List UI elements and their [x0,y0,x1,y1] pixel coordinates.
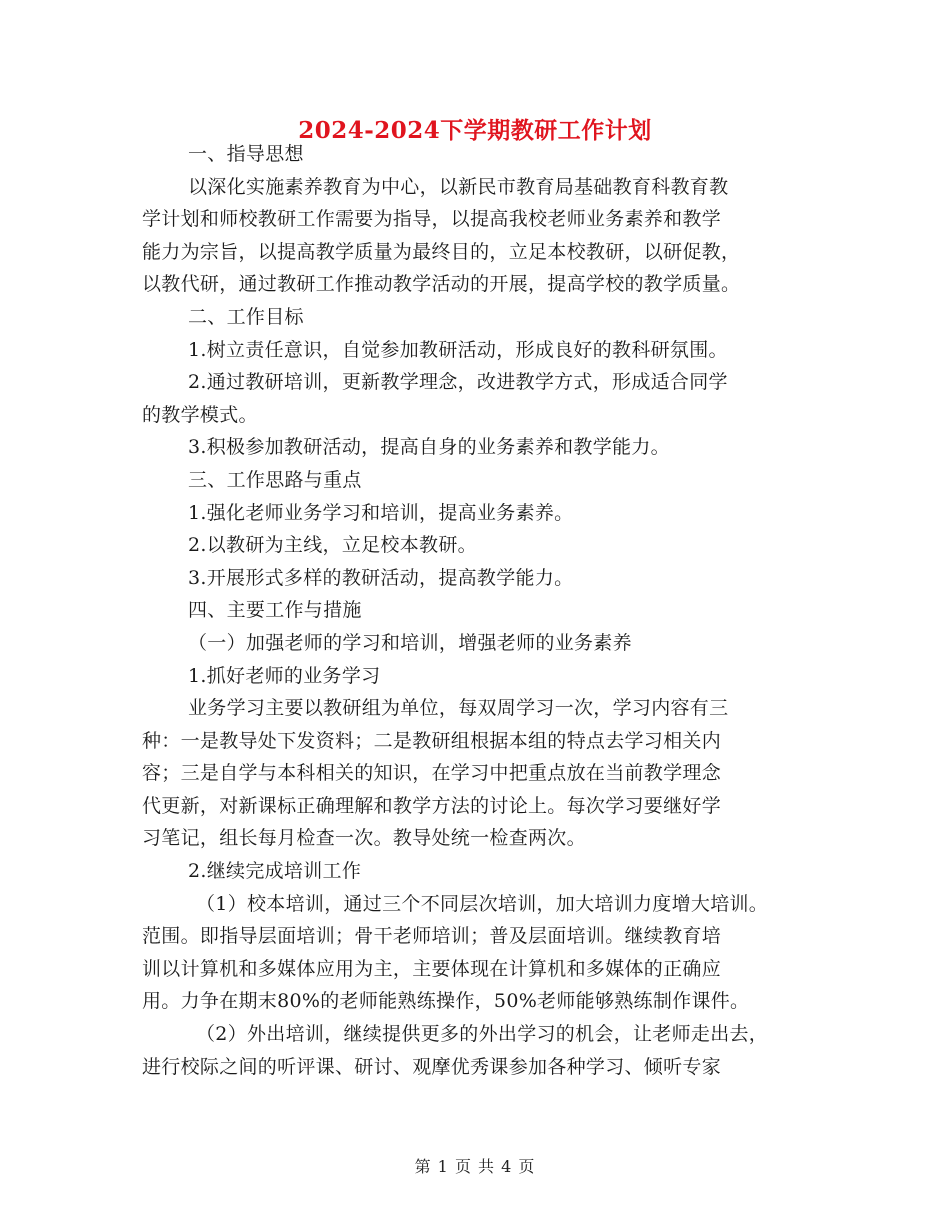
heading-work-ideas: 三、工作思路与重点 [188,468,362,491]
list-item: 3.开展形式多样的教研活动，提高教学能力。 [188,566,574,589]
paragraph-line: 代更新，对新课标正确理解和教学方法的讨论上。每次学习要继好学 [142,794,722,817]
paragraph-line: 范围。即指导层面培训；骨干老师培训；普及层面培训。继续教育培 [142,925,722,948]
list-item: 1.树立责任意识，自觉参加教研活动，形成良好的教科研氛围。 [188,338,728,361]
list-item: 1.强化老师业务学习和培训，提高业务素养。 [188,501,574,524]
paragraph-line: 业务学习主要以教研组为单位，每双周学习一次，学习内容有三 [188,697,729,720]
paragraph-line: （1）校本培训，通过三个不同层次培训，加大培训力度增大培训。 [196,892,769,915]
heading-work-goals: 二、工作目标 [188,305,304,328]
document-body [142,138,832,1083]
paragraph-line: 训以计算机和多媒体应用为主，主要体现在计算机和多媒体的正确应 [142,957,722,980]
paragraph-line: （2）外出培训，继续提供更多的外出学习的机会，让老师走出去， [196,1023,769,1046]
list-item: 2.以教研为主线，立足校本教研。 [188,534,477,557]
list-item: 3.积极参加教研活动，提高自身的业务素养和教学能力。 [188,436,670,459]
heading-guiding-ideology: 一、指导思想 [188,143,304,165]
page-footer: 第 1 页 共 4 页 [414,1157,536,1176]
paragraph-line: 学计划和师校教研工作需要为指导，以提高我校老师业务素养和教学 [142,208,722,231]
document-title: 2024-2024下学期教研工作计划 [298,117,652,144]
paragraph-line: 习笔记，组长每月检查一次。教导处统一检查两次。 [142,827,586,850]
paragraph-line: 种：一是教导处下发资料；二是教研组根据本组的特点去学习相关内 [142,729,722,752]
paragraph-line: 的教学模式。 [142,403,258,426]
paragraph-line: 进行校际之间的听评课、研讨、观摩优秀课参加各种学习、倾听专家 [142,1055,722,1078]
list-item: 2.通过教研培训，更新教学理念，改进教学方式，形成适合同学 [188,371,728,394]
paragraph-line: 容；三是自学与本科相关的知识，在学习中把重点放在当前教学理念 [142,762,722,785]
paragraph-line: 以教代研，通过教研工作推动教学活动的开展，提高学校的教学质量。 [142,273,741,296]
heading-main-work: 四、主要工作与措施 [188,599,362,622]
paragraph-line: 能力为宗旨，以提高教学质量为最终目的，立足本校教研，以研促教， [142,240,741,263]
paragraph-line: 以深化实施素养教育为中心，以新民市教育局基础教育科教育教 [188,175,729,198]
subheading: （一）加强老师的学习和培训，增强老师的业务素养 [188,631,632,654]
paragraph-line: 用。力争在期末80%的老师能熟练操作，50%老师能够熟练制作课件。 [142,990,750,1013]
list-item: 2.继续完成培训工作 [188,860,362,883]
list-item: 1.抓好老师的业务学习 [188,664,381,687]
